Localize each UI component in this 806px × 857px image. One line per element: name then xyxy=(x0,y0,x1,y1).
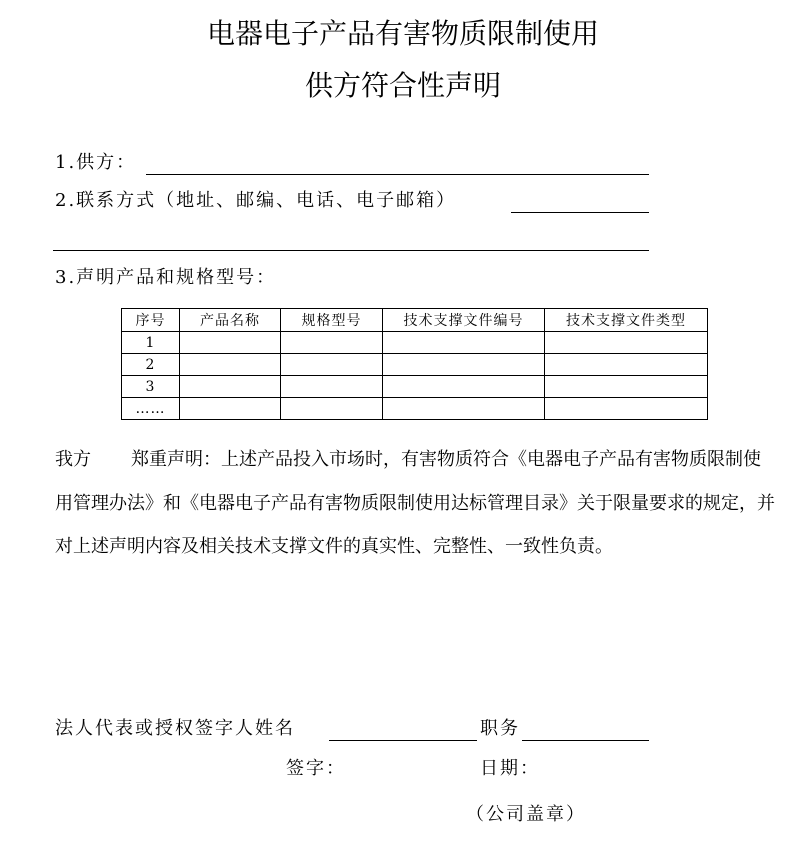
contact-input-line[interactable] xyxy=(511,212,649,213)
table-row xyxy=(122,376,708,398)
cell-doc-number[interactable] xyxy=(383,354,545,376)
cell-doc-type[interactable] xyxy=(545,354,708,376)
col-header-serial: 序号 xyxy=(122,309,180,332)
declaration-paragraph xyxy=(55,438,777,569)
cell-product-name[interactable] xyxy=(180,332,281,354)
col-header-doc-number: 技术支撑文件编号 xyxy=(383,309,545,332)
table-row xyxy=(122,398,708,420)
cell-product-name[interactable] xyxy=(180,354,281,376)
cell-model[interactable] xyxy=(281,376,383,398)
document-title-line2: 供方符合性声明 xyxy=(304,69,501,102)
cell-model[interactable] xyxy=(281,354,383,376)
cell-doc-type[interactable] xyxy=(545,398,708,420)
document-title-line1: 电器电子产品有害物质限制使用 xyxy=(206,17,599,50)
table-row xyxy=(122,332,708,354)
cell-model[interactable] xyxy=(281,398,383,420)
cell-doc-number[interactable] xyxy=(383,376,545,398)
signatory-name-label: 法人代表或授权签字人姓名 xyxy=(55,718,295,739)
col-header-product-name: 产品名称 xyxy=(180,309,281,332)
cell-product-name[interactable] xyxy=(180,376,281,398)
cell-serial: 1 xyxy=(122,332,180,354)
position-line[interactable] xyxy=(522,740,649,741)
supplier-label: 1.供方： xyxy=(55,152,137,173)
cell-model[interactable] xyxy=(281,332,383,354)
cell-doc-type[interactable] xyxy=(545,332,708,354)
col-header-model: 规格型号 xyxy=(281,309,383,332)
signatory-name-line[interactable] xyxy=(329,740,477,741)
cell-product-name[interactable] xyxy=(180,398,281,420)
declaration-lead: 我方 xyxy=(55,449,91,470)
signature-label: 签字： xyxy=(286,758,346,779)
contact-input-line-2[interactable] xyxy=(53,250,649,251)
product-label: 3.声明产品和规格型号： xyxy=(55,267,277,288)
supplier-input-line[interactable] xyxy=(146,174,649,175)
contact-label: 2.联系方式（地址、邮编、电话、电子邮箱） xyxy=(55,190,457,211)
col-header-doc-type: 技术支撑文件类型 xyxy=(545,309,708,332)
company-seal-label: （公司盖章） xyxy=(466,804,586,825)
cell-serial: …… xyxy=(122,398,180,420)
cell-doc-type[interactable] xyxy=(545,376,708,398)
cell-serial: 2 xyxy=(122,354,180,376)
cell-doc-number[interactable] xyxy=(383,332,545,354)
table-row xyxy=(122,354,708,376)
declaration-text: 郑重声明：上述产品投入市场时，有害物质符合《电器电子产品有害物质限制使用管理办法》和《电器电子产品有害物质限制使用达标管理目录》关于限量要求的规定，并对上述声明内容及相关技术支撑文件的真实性、完整性、一致性负责。 xyxy=(55,449,775,557)
table-header-row xyxy=(122,309,708,332)
date-label: 日期： xyxy=(480,758,540,779)
cell-doc-number[interactable] xyxy=(383,398,545,420)
cell-serial: 3 xyxy=(122,376,180,398)
product-spec-table xyxy=(121,308,708,420)
position-label: 职务 xyxy=(480,718,520,739)
